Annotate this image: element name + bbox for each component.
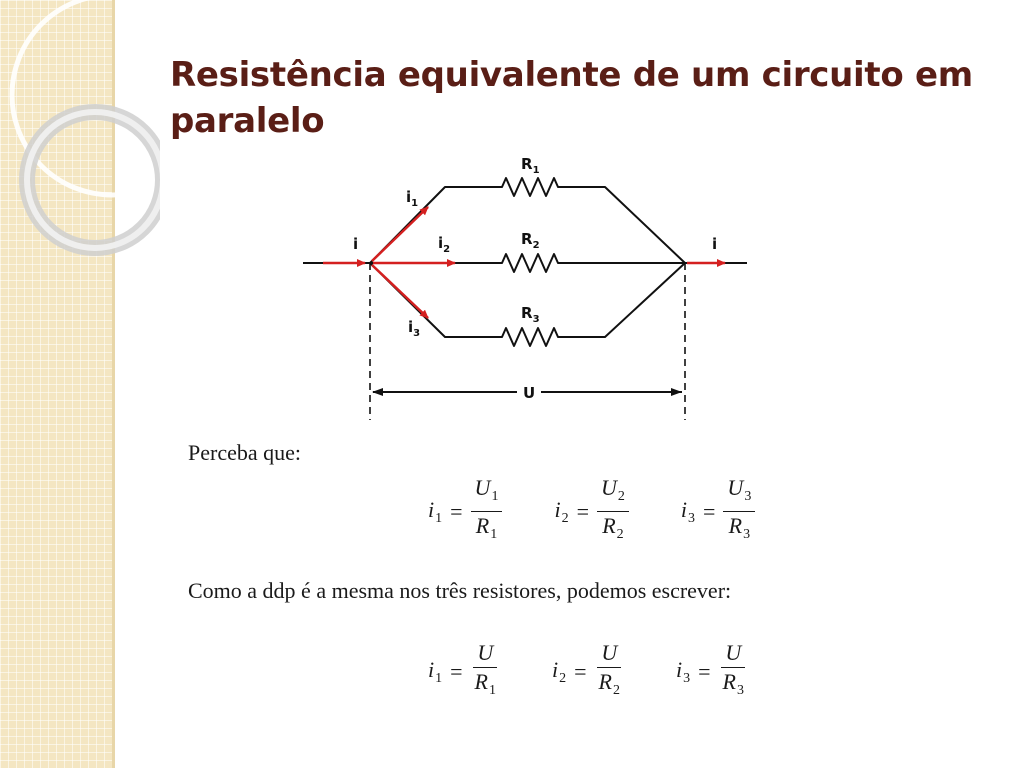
equation-i3-simplified — [676, 640, 748, 704]
eq-lhs: $i_3$ — [680, 496, 695, 526]
current-label-i2: $i_2$ — [438, 234, 451, 255]
equals-sign: = — [703, 498, 716, 524]
decorative-rings — [0, 0, 160, 320]
equation-i2-simplified — [552, 640, 624, 704]
eq-lhs: $i_3$ — [676, 657, 691, 686]
fraction: $\frac{U}{R_2}$ — [598, 640, 620, 698]
current-label-i3: $i_3$ — [408, 318, 421, 339]
current-label-i1: $i_1$ — [406, 188, 419, 209]
eq-lhs: $i_2$ — [552, 657, 567, 686]
arrow-i3 — [372, 265, 428, 318]
current-label-in: i — [353, 235, 359, 253]
eq-lhs: $i_2$ — [554, 496, 569, 526]
voltage-label: U — [523, 384, 536, 402]
fraction: $\frac{U_3}{R_3}$ — [723, 475, 755, 548]
current-label-out: i — [712, 235, 718, 253]
equals-sign: = — [576, 498, 589, 524]
resistor-label-r2: $R_2$ — [521, 230, 540, 251]
fraction: $\frac{U}{R_3}$ — [722, 640, 744, 698]
eq-lhs: $i_1$ — [428, 657, 443, 686]
equation-i1-simplified — [428, 640, 500, 704]
eq-lhs: $i_1$ — [428, 496, 443, 526]
slide-title: Resistência equivalente de um circuito em paralelo — [170, 55, 973, 141]
equals-sign: = — [450, 659, 463, 684]
wire-top-branch — [370, 178, 685, 263]
equation-i1 — [428, 475, 502, 548]
arrow-i1 — [372, 207, 428, 261]
equation-i3 — [681, 475, 755, 548]
equals-sign: = — [450, 498, 463, 524]
resistor-label-r3: $R_3$ — [521, 304, 540, 325]
equations-row-1 — [428, 475, 755, 548]
equals-sign: = — [574, 659, 587, 684]
equals-sign: = — [698, 659, 711, 684]
equation-i2 — [554, 475, 628, 548]
fraction: $\frac{U}{R_1}$ — [474, 640, 496, 698]
resistor-label-r1: $R_1$ — [521, 155, 540, 176]
note-ddp: Como a ddp é a mesma nos três resistores, podemos escrever: — [188, 578, 732, 603]
note-perceba: Perceba que: — [188, 440, 301, 465]
fraction: $\frac{U_2}{R_2}$ — [597, 475, 629, 548]
fraction: $\frac{U_1}{R_1}$ — [471, 475, 503, 548]
parallel-circuit-diagram — [295, 145, 755, 430]
equations-row-2 — [428, 640, 748, 704]
